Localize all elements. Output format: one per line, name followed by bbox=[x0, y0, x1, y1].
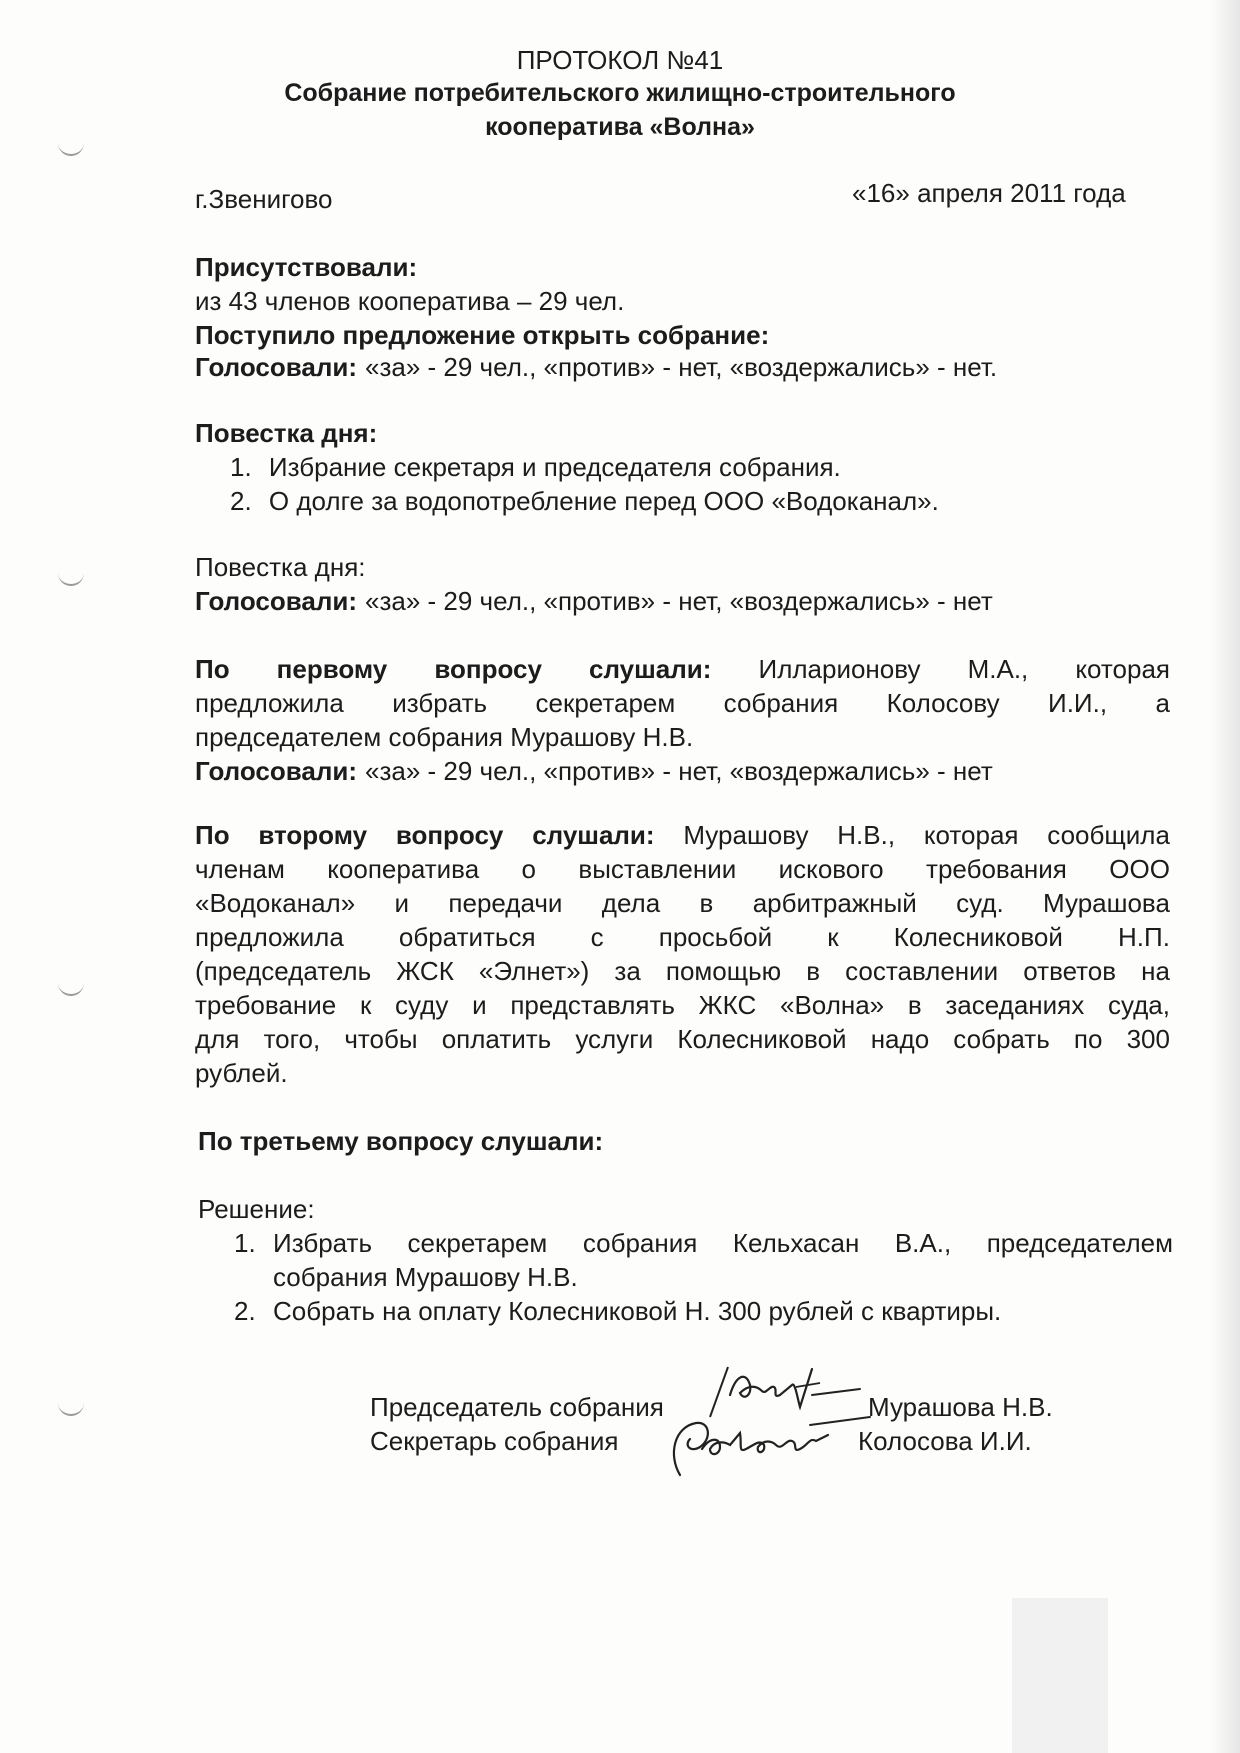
q2-word: (председатель bbox=[195, 956, 372, 986]
q1-word: предложила bbox=[195, 688, 344, 718]
decision-item-1-line-1 bbox=[273, 1226, 1173, 1260]
q2-word: суду bbox=[395, 990, 449, 1020]
q1-word: которая bbox=[1075, 654, 1170, 684]
q1-word: И.И., bbox=[1048, 688, 1108, 718]
q2-line-6 bbox=[195, 988, 1170, 1022]
q2-word: дела bbox=[601, 888, 661, 918]
q1-word: секретарем bbox=[535, 688, 676, 718]
agenda-heading: Повестка дня: bbox=[195, 418, 378, 448]
q2-line-1 bbox=[195, 818, 1170, 852]
decision-word: Кельхасан bbox=[732, 1228, 860, 1258]
decision-item-number: 1. bbox=[234, 1228, 256, 1258]
punch-hole-mark bbox=[58, 570, 84, 586]
vote-label: Голосовали: bbox=[195, 352, 357, 382]
q2-word: требования bbox=[926, 854, 1067, 884]
agenda-item-number: 1. bbox=[230, 452, 252, 482]
agenda-item-text: Избрание секретаря и председателя собрания. bbox=[268, 452, 841, 482]
q1-line-2 bbox=[195, 686, 1170, 720]
q1-word: собрания bbox=[723, 688, 839, 718]
q2-word: требование bbox=[195, 990, 337, 1020]
q2-word: с bbox=[590, 922, 604, 952]
q2-word: обратиться bbox=[398, 922, 536, 952]
q2-word: надо bbox=[870, 1024, 930, 1054]
q1-line-1 bbox=[195, 652, 1170, 686]
q2-heading-word: второму bbox=[258, 820, 368, 850]
q1-word: М.А., bbox=[967, 654, 1029, 684]
q2-word: по bbox=[1073, 1024, 1103, 1054]
q2-word: оплатить bbox=[441, 1024, 552, 1054]
q2-word: Колесниковой bbox=[677, 1024, 847, 1054]
q2-word: за bbox=[614, 956, 641, 986]
q2-line-3 bbox=[195, 886, 1170, 920]
q2-word: передачи bbox=[448, 888, 563, 918]
vote-label: Голосовали: bbox=[195, 586, 357, 616]
q2-word: составлении bbox=[845, 956, 999, 986]
decision-word: В.А., bbox=[894, 1228, 952, 1258]
attendance-text: из 43 членов кооператива – 29 чел. bbox=[195, 286, 625, 316]
decision-word: Избрать bbox=[273, 1228, 373, 1258]
q2-word: ЖКС bbox=[698, 990, 757, 1020]
place-label: г.Звенигово bbox=[195, 184, 333, 214]
date-label: «16» апреля 2011 года bbox=[852, 178, 1126, 208]
q2-word: в bbox=[907, 990, 922, 1020]
q2-word: и bbox=[394, 888, 410, 918]
vote-line-3 bbox=[195, 754, 993, 788]
vote-label: Голосовали: bbox=[195, 756, 357, 786]
scan-edge-shadow bbox=[1210, 0, 1240, 1753]
q2-word: членам bbox=[195, 854, 285, 884]
q1-heading-word: слушали: bbox=[589, 654, 712, 684]
chair-name: Мурашова Н.В. bbox=[868, 1392, 1053, 1422]
q2-word: в bbox=[806, 956, 821, 986]
q2-word: суда, bbox=[1107, 990, 1170, 1020]
q2-word: просьбой bbox=[658, 922, 773, 952]
q2-word: в bbox=[699, 888, 714, 918]
q2-line-5 bbox=[195, 954, 1170, 988]
secretary-signature-mark bbox=[660, 1405, 875, 1480]
q1-word: Илларионову bbox=[758, 654, 921, 684]
q1-line-3: председателем собрания Мурашову Н.В. bbox=[195, 722, 694, 752]
q1-word: Колосову bbox=[886, 688, 1000, 718]
proposal-open-heading: Поступило предложение открыть собрание: bbox=[195, 320, 770, 350]
punch-hole-mark bbox=[58, 980, 84, 996]
q2-word: сообщила bbox=[1047, 820, 1170, 850]
q2-word: «Водоканал» bbox=[195, 888, 356, 918]
q2-heading-word: вопросу bbox=[395, 820, 504, 850]
q2-word: собрать bbox=[953, 1024, 1050, 1054]
document-title: ПРОТОКОЛ №41 bbox=[516, 45, 724, 75]
document-subtitle-line2: кооператива «Волна» bbox=[485, 113, 755, 141]
q2-word: «Элнет») bbox=[478, 956, 590, 986]
punch-hole-mark bbox=[58, 1400, 84, 1416]
q2-word: для bbox=[195, 1024, 240, 1054]
q2-word: ООО bbox=[1109, 854, 1170, 884]
vote-line-2 bbox=[195, 584, 993, 618]
q2-heading-word: По bbox=[195, 820, 230, 850]
q2-word: и bbox=[472, 990, 487, 1020]
q2-word: Мурашову bbox=[683, 820, 809, 850]
vote-line-1 bbox=[195, 350, 997, 384]
agenda-item bbox=[230, 484, 939, 518]
q2-word: Н.П. bbox=[1118, 922, 1170, 952]
q2-word: 300 bbox=[1126, 1024, 1170, 1054]
chair-role: Председатель собрания bbox=[370, 1392, 664, 1422]
q2-word: выставлении bbox=[578, 854, 737, 884]
decision-item-1-line-2: собрания Мурашову Н.В. bbox=[273, 1262, 578, 1292]
q1-word: а bbox=[1155, 688, 1170, 718]
q1-heading-word: По bbox=[195, 654, 230, 684]
q2-word: ответов bbox=[1023, 956, 1117, 986]
q2-word: которая bbox=[923, 820, 1019, 850]
decision-word: собрания bbox=[582, 1228, 698, 1258]
q2-word: о bbox=[521, 854, 537, 884]
secretary-role: Секретарь собрания bbox=[370, 1426, 619, 1456]
q1-word: избрать bbox=[392, 688, 488, 718]
q2-word: того, bbox=[263, 1024, 321, 1054]
decision-heading: Решение: bbox=[198, 1194, 315, 1224]
decision-item-number: 2. bbox=[234, 1296, 256, 1326]
vote-result: «за» - 29 чел., «против» - нет, «воздержались» - нет bbox=[365, 756, 993, 786]
agenda-item-number: 2. bbox=[230, 486, 252, 516]
q2-line-8: рублей. bbox=[195, 1058, 288, 1088]
q2-word: Колесниковой bbox=[893, 922, 1063, 952]
decision-word: председателем bbox=[986, 1228, 1173, 1258]
agenda-item-text: О долге за водопотребление перед ООО «Водоканал». bbox=[268, 486, 939, 516]
q2-word: к bbox=[827, 922, 839, 952]
q2-word: «Волна» bbox=[780, 990, 885, 1020]
secretary-name: Колосова И.И. bbox=[858, 1426, 1032, 1456]
q2-line-4 bbox=[195, 920, 1170, 954]
agenda-heading-2: Повестка дня: bbox=[195, 552, 366, 582]
punch-hole-mark bbox=[58, 140, 84, 156]
q2-word: Мурашова bbox=[1043, 888, 1170, 918]
q2-word: искового bbox=[778, 854, 884, 884]
document-subtitle-line1: Собрание потребительского жилищно-строительного bbox=[284, 79, 956, 107]
vote-result: «за» - 29 чел., «против» - нет, «воздержались» - нет bbox=[365, 586, 993, 616]
decision-item-2-text: Собрать на оплату Колесниковой Н. 300 рублей с квартиры. bbox=[273, 1296, 1002, 1326]
q2-word: на bbox=[1141, 956, 1170, 986]
q2-heading-word: слушали: bbox=[532, 820, 655, 850]
q2-word: предложила bbox=[195, 922, 344, 952]
decision-word: секретарем bbox=[407, 1228, 548, 1258]
q2-word: арбитражный bbox=[752, 888, 917, 918]
agenda-item bbox=[230, 450, 841, 484]
scan-gray-patch bbox=[1012, 1598, 1108, 1753]
q2-line-2 bbox=[195, 852, 1170, 886]
q2-word: чтобы bbox=[344, 1024, 418, 1054]
attendance-heading: Присутствовали: bbox=[195, 252, 418, 282]
q2-word: помощью bbox=[665, 956, 782, 986]
q2-word: заседаниях bbox=[945, 990, 1085, 1020]
q2-word: к bbox=[359, 990, 372, 1020]
q3-heading: По третьему вопросу слушали: bbox=[198, 1126, 604, 1156]
q1-heading-word: первому bbox=[276, 654, 388, 684]
q2-word: Н.В., bbox=[837, 820, 896, 850]
q2-word: кооператива bbox=[327, 854, 480, 884]
vote-result: «за» - 29 чел., «против» - нет, «воздержались» - нет. bbox=[365, 352, 998, 382]
q2-word: ЖСК bbox=[396, 956, 454, 986]
q2-word: услуги bbox=[575, 1024, 654, 1054]
q2-word: представлять bbox=[510, 990, 675, 1020]
q2-line-7 bbox=[195, 1022, 1170, 1056]
q2-word: суд. bbox=[956, 888, 1004, 918]
q1-heading-word: вопросу bbox=[434, 654, 542, 684]
